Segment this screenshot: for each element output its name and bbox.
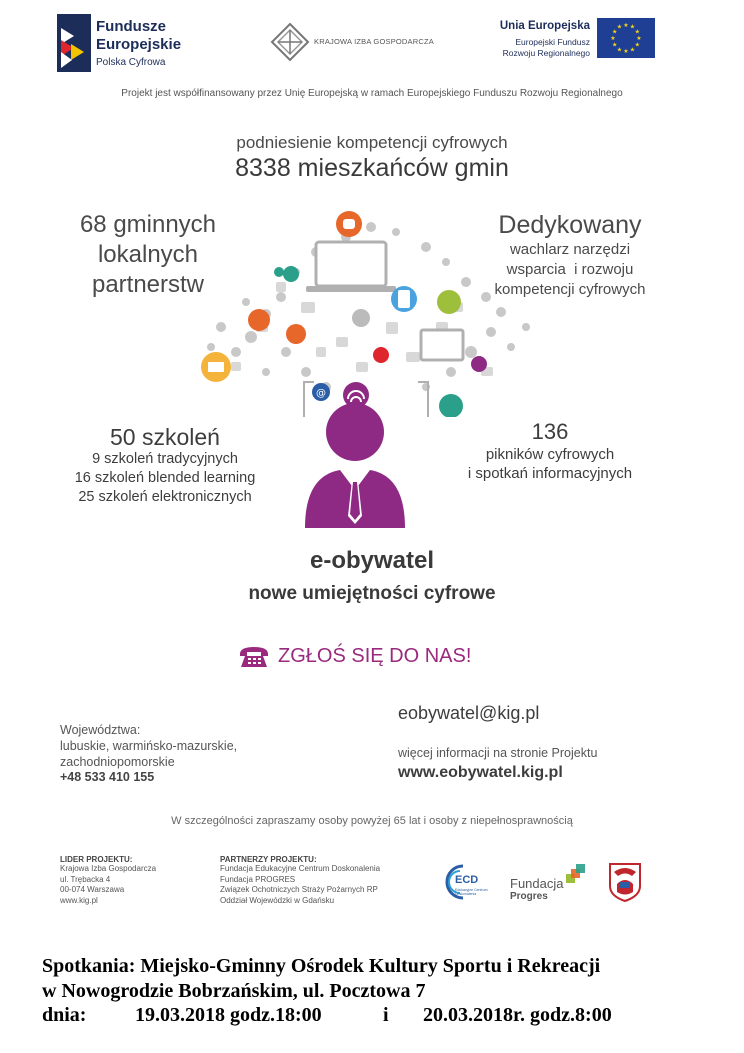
signup-cta[interactable]: [238, 643, 508, 673]
meeting-date-2: 20.03.2018r. godz.8:00: [423, 1004, 612, 1026]
svg-text:★: ★: [612, 41, 618, 49]
contact-phone[interactable]: +48 533 410 155: [60, 770, 155, 784]
invitation-note: W szczególności zapraszamy osoby powyżej 65 lat i osoby z niepełnosprawnością: [171, 815, 573, 827]
svg-text:★: ★: [610, 35, 616, 42]
partnerships-line: partnerstw: [91, 271, 205, 298]
progres-logo-line1: Fundacja: [510, 876, 564, 891]
progres-emblem-icon: [566, 864, 586, 884]
fe-logo-line1: Fundusze: [96, 18, 166, 35]
ue-logo-title: Unia Europejska: [499, 20, 590, 32]
page-subtitle: nowe umiejętności cyfrowe: [248, 583, 496, 604]
dedicated-title: Dedykowany: [498, 211, 642, 239]
kig-logo: [270, 22, 440, 66]
residents-count: 8338 mieszkańców gmin: [235, 154, 509, 182]
ue-logo-line2: Rozwoju Regionalnego: [502, 48, 590, 58]
trainings-title: 50 szkoleń: [110, 424, 220, 450]
fundusze-europejskie-logo: [57, 12, 217, 78]
fe-flag-icon: [57, 14, 91, 72]
svg-text:@: @: [316, 388, 326, 399]
partners-label: PARTNERZY PROJEKTU:: [220, 855, 317, 864]
citizen-person-icon: [300, 398, 410, 530]
svg-text:★: ★: [636, 35, 642, 42]
dedicated-line: wachlarz narzędzi: [509, 241, 631, 258]
project-leader-block: [60, 855, 210, 906]
partner-line: Fundacja Edukacyjne Centrum Doskonalenia: [220, 864, 381, 873]
picnics-line: i spotkań informacyjnych: [467, 465, 633, 482]
cofunding-note: Projekt jest współfinansowany przez Unię Europejską w ramach Europejskiego Funduszu Rozwoju Regionalnego: [121, 88, 623, 99]
partnerships-line: lokalnych: [97, 241, 199, 268]
meeting-date-label: dnia:: [42, 1004, 87, 1026]
telephone-icon: [238, 645, 270, 669]
meeting-date-1: 19.03.2018 godz.18:00: [135, 1004, 322, 1026]
project-partners-block: [220, 855, 440, 906]
fe-logo-line2: Europejskie: [96, 36, 182, 53]
trainings-line: 16 szkoleń blended learning: [74, 470, 256, 486]
progres-logo-line2: Progres: [510, 891, 548, 902]
picnics-line: pikników cyfrowych: [485, 446, 615, 463]
dedicated-line: wsparcia i rozwoju: [506, 261, 634, 278]
voivodeships-label: Województwa:: [60, 723, 141, 737]
ue-logo-line1: Europejski Fundusz: [515, 37, 590, 47]
fe-logo-line3: Polska Cyfrowa: [96, 57, 166, 68]
svg-text:★: ★: [629, 46, 636, 54]
digital-icons-cloud-illustration: [196, 202, 536, 417]
partner-line: Oddział Wojewódzki w Gdańsku: [220, 895, 335, 905]
capacity-heading: podniesienie kompetencji cyfrowych: [236, 133, 508, 152]
leader-line: ul. Trębacka 4: [60, 874, 111, 884]
svg-text:★: ★: [612, 28, 618, 36]
fundacja-progres-logo: [510, 862, 590, 904]
page-title: e-obywatel: [309, 547, 435, 574]
eu-flag-icon: [597, 18, 655, 58]
cta-label: ZGŁOŚ SIĘ DO NAS!: [278, 645, 472, 667]
kig-logo-text: KRAJOWA IZBA GOSPODARCZA: [314, 37, 434, 46]
leader-label: LIDER PROJEKTU:: [60, 855, 133, 864]
ecd-logo: [443, 862, 491, 902]
svg-text:★: ★: [634, 41, 640, 49]
meeting-date-conjunction: i: [383, 1004, 389, 1026]
svg-text:★: ★: [616, 46, 623, 54]
partner-line: Związek Ochotniczych Straży Pożarnych RP: [220, 885, 378, 894]
partner-line: Fundacja PROGRES: [220, 874, 296, 884]
ecd-logo-text: ECD: [455, 874, 479, 886]
svg-text:★: ★: [623, 22, 629, 29]
picnics-count: 136: [531, 419, 569, 444]
trainings-block: [40, 424, 290, 507]
voivodeships-line: lubuskie, warmińsko-mazurskie,: [60, 739, 238, 753]
ecd-logo-subtext: Edukacyjne Centrum Doskonalenia: [455, 888, 488, 896]
svg-text:★: ★: [623, 48, 629, 55]
project-website-link[interactable]: www.eobywatel.kig.pl: [398, 764, 563, 781]
osp-shield-icon: [608, 862, 642, 902]
partnerships-line: 68 gminnych: [79, 211, 217, 238]
picnics-block: [440, 419, 660, 483]
leader-line: Krajowa Izba Gospodarcza: [60, 864, 157, 873]
unia-europejska-logo: [472, 14, 662, 70]
dedicated-line: kompetencji cyfrowych: [494, 281, 646, 298]
meeting-place-line2: w Nowogrodzie Bobrzańskim, ul. Pocztowa 7: [42, 980, 426, 1002]
svg-text:★: ★: [634, 28, 640, 36]
leader-line: 00-074 Warszawa: [60, 885, 125, 894]
voivodeships-line: zachodniopomorskie: [60, 755, 175, 769]
contact-email-link[interactable]: eobywatel@kig.pl: [398, 703, 540, 723]
kig-emblem-icon: [270, 22, 310, 62]
svg-text:★: ★: [616, 23, 623, 31]
svg-text:★: ★: [629, 23, 636, 31]
more-info-label: więcej informacji na stronie Projektu: [398, 746, 598, 760]
leader-website-link[interactable]: www.kig.pl: [60, 895, 98, 905]
trainings-line: 9 szkoleń tradycyjnych: [92, 451, 238, 467]
trainings-line: 25 szkoleń elektronicznych: [78, 489, 252, 505]
meeting-place-line1: Spotkania: Miejsko-Gminny Ośrodek Kultury Sportu i Rekreacji: [42, 955, 601, 977]
